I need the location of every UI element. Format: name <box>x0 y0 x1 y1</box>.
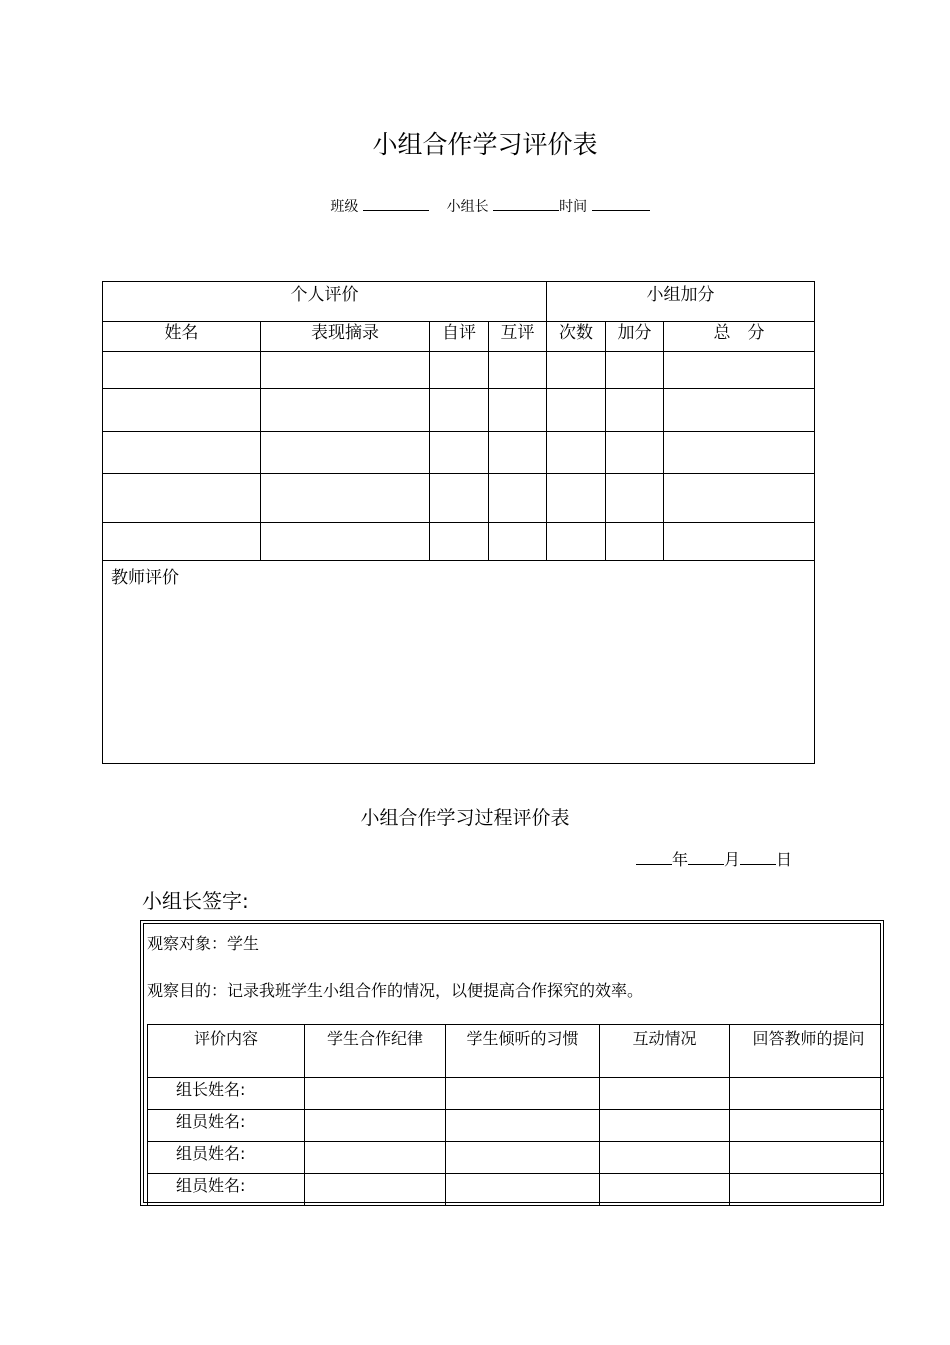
table-cell[interactable] <box>305 1110 446 1142</box>
self-eval-column-header: 自评 <box>430 322 489 352</box>
form-title: 小组合作学习评价表 <box>372 130 598 159</box>
date-line <box>636 847 792 870</box>
table-cell[interactable] <box>261 474 430 523</box>
table-cell[interactable] <box>103 523 261 561</box>
table-cell[interactable] <box>489 352 547 389</box>
time-label: 时间 <box>559 199 588 215</box>
month-label: 月 <box>724 850 741 869</box>
table-row <box>103 352 815 389</box>
table-row <box>103 474 815 523</box>
day-label: 日 <box>776 850 793 869</box>
table-cell[interactable] <box>430 432 489 474</box>
table-cell[interactable] <box>547 389 606 432</box>
table-cell[interactable] <box>430 474 489 523</box>
table-cell[interactable] <box>606 389 664 432</box>
table-cell[interactable] <box>664 352 815 389</box>
table-cell[interactable] <box>446 1110 600 1142</box>
row-label: 组员姓名: <box>148 1174 305 1206</box>
table-cell[interactable] <box>261 523 430 561</box>
table-cell[interactable] <box>305 1142 446 1174</box>
table-cell[interactable] <box>664 474 815 523</box>
table-row <box>148 1110 884 1142</box>
personal-evaluation-header: 个人评价 <box>103 282 547 322</box>
table-cell[interactable] <box>600 1078 730 1110</box>
table-cell[interactable] <box>305 1078 446 1110</box>
table-cell[interactable] <box>547 352 606 389</box>
performance-column-header: 表现摘录 <box>261 322 430 352</box>
leader-blank[interactable] <box>493 198 559 211</box>
bonus-column-header: 加分 <box>606 322 664 352</box>
table-row <box>103 523 815 561</box>
leader-signature-label: 小组长签字: <box>142 889 249 913</box>
count-column-header: 次数 <box>547 322 606 352</box>
class-blank[interactable] <box>363 198 429 211</box>
table-cell[interactable] <box>103 352 261 389</box>
table-cell[interactable] <box>606 432 664 474</box>
class-label: 班级 <box>330 199 359 215</box>
observation-goal: 观察目的：记录我班学生小组合作的情况，以便提高合作探究的效率。 <box>147 981 644 1000</box>
observation-target: 观察对象：学生 <box>147 934 260 953</box>
table-cell[interactable] <box>600 1110 730 1142</box>
peer-eval-column-header: 互评 <box>489 322 547 352</box>
table-cell[interactable] <box>664 523 815 561</box>
table-row <box>103 432 815 474</box>
table-cell[interactable] <box>430 523 489 561</box>
table-cell[interactable] <box>664 389 815 432</box>
table-cell[interactable] <box>547 523 606 561</box>
header-eval-content: 评价内容 <box>148 1025 305 1078</box>
table-row <box>103 389 815 432</box>
table-cell[interactable] <box>489 523 547 561</box>
table-cell[interactable] <box>730 1142 884 1174</box>
year-blank[interactable] <box>636 852 672 865</box>
leader-label: 小组长 <box>446 199 489 215</box>
table-row <box>148 1174 884 1206</box>
header-listening-habit: 学生倾听的习惯 <box>446 1025 600 1078</box>
year-label: 年 <box>672 850 689 869</box>
evaluation-table <box>102 281 815 764</box>
process-evaluation-box <box>140 920 884 1206</box>
table-cell[interactable] <box>446 1142 600 1174</box>
day-blank[interactable] <box>740 852 776 865</box>
teacher-evaluation-label: 教师评价 <box>111 568 179 588</box>
table-cell[interactable] <box>547 432 606 474</box>
table-cell[interactable] <box>103 474 261 523</box>
row-label: 组员姓名: <box>148 1142 305 1174</box>
table-cell[interactable] <box>730 1078 884 1110</box>
table-cell[interactable] <box>103 432 261 474</box>
row-label: 组员姓名: <box>148 1110 305 1142</box>
table-cell[interactable] <box>261 432 430 474</box>
table-row <box>148 1078 884 1110</box>
table-cell[interactable] <box>446 1078 600 1110</box>
month-blank[interactable] <box>688 852 724 865</box>
row-label: 组长姓名: <box>148 1078 305 1110</box>
teacher-evaluation-area[interactable] <box>103 561 815 764</box>
table-cell[interactable] <box>446 1174 600 1206</box>
table-cell[interactable] <box>430 352 489 389</box>
process-table <box>147 1024 884 1206</box>
table-cell[interactable] <box>664 432 815 474</box>
table-cell[interactable] <box>600 1142 730 1174</box>
table-cell[interactable] <box>730 1174 884 1206</box>
table-cell[interactable] <box>606 352 664 389</box>
table-cell[interactable] <box>730 1110 884 1142</box>
process-form-title: 小组合作学习过程评价表 <box>360 807 570 829</box>
form-info-line <box>0 196 950 216</box>
total-column-header: 总 分 <box>664 322 815 352</box>
table-cell[interactable] <box>547 474 606 523</box>
table-cell[interactable] <box>261 352 430 389</box>
group-bonus-header: 小组加分 <box>547 282 815 322</box>
table-cell[interactable] <box>606 474 664 523</box>
table-cell[interactable] <box>305 1174 446 1206</box>
table-cell[interactable] <box>606 523 664 561</box>
table-cell[interactable] <box>489 474 547 523</box>
table-cell[interactable] <box>261 389 430 432</box>
header-answering-questions: 回答教师的提问 <box>730 1025 884 1078</box>
table-row <box>148 1142 884 1174</box>
table-cell[interactable] <box>489 432 547 474</box>
time-blank[interactable] <box>592 198 650 211</box>
name-column-header: 姓名 <box>103 322 261 352</box>
table-cell[interactable] <box>600 1174 730 1206</box>
header-cooperation-discipline: 学生合作纪律 <box>305 1025 446 1078</box>
header-interaction: 互动情况 <box>600 1025 730 1078</box>
table-cell[interactable] <box>430 389 489 432</box>
table-cell[interactable] <box>103 389 261 432</box>
table-cell[interactable] <box>489 389 547 432</box>
